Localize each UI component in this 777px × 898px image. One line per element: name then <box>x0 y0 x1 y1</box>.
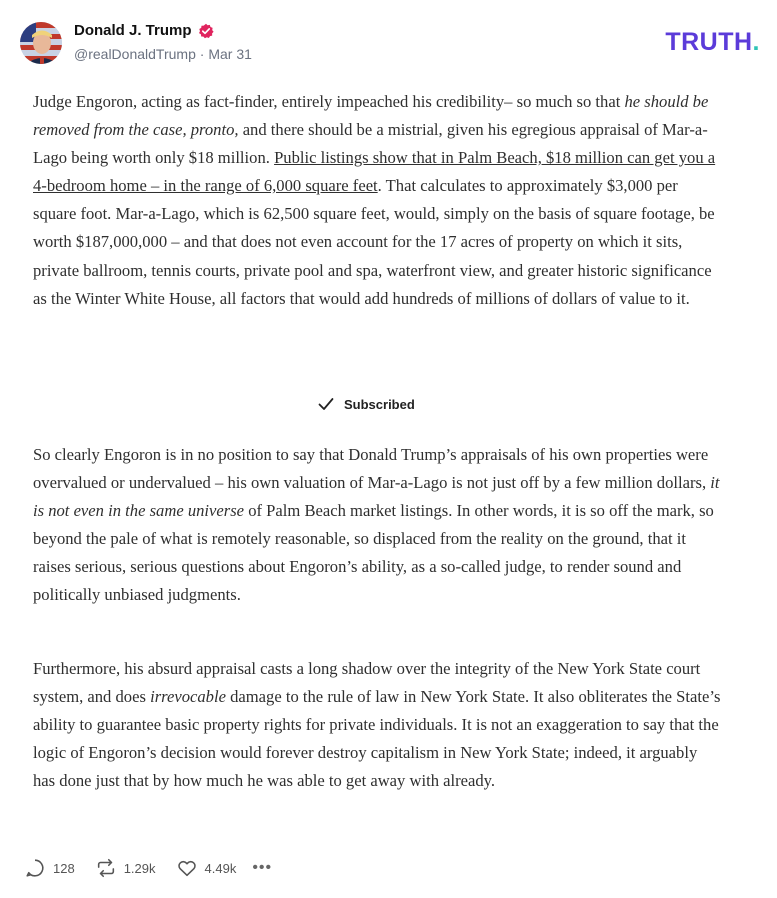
subscribed-button[interactable] <box>318 394 415 414</box>
heart-icon <box>176 857 198 879</box>
paragraph-2 <box>33 441 723 610</box>
p1-text-2: and there should be a mistrial, given his egregious appraisal of Mar-a-Lago being worth only $18 million. <box>33 120 708 168</box>
more-icon[interactable]: ••• <box>252 859 273 876</box>
logo-dot: . <box>752 28 760 56</box>
truth-logo[interactable] <box>665 28 760 57</box>
retruth-count: 1.29k <box>123 860 156 876</box>
check-icon <box>318 397 334 411</box>
like-count: 4.49k <box>204 860 237 876</box>
post-image-paragraph-1 <box>33 88 723 313</box>
p3-italic: irrevocable <box>150 687 226 707</box>
avatar[interactable] <box>20 22 62 64</box>
like-button[interactable] <box>176 857 237 879</box>
author-name[interactable]: Donald J. Trump <box>74 22 192 39</box>
p1-text-1: Judge Engoron, acting as fact-finder, entirely impeached his credibility– so much so that <box>33 92 625 111</box>
retruth-icon <box>95 857 117 879</box>
p2-italic: it is not even in the same universe <box>33 473 720 521</box>
avatar-image <box>20 22 62 64</box>
reply-count: 128 <box>53 860 75 876</box>
verified-badge-icon <box>198 23 214 39</box>
post-date[interactable]: Mar 31 <box>208 46 252 62</box>
p2-text-2: of Palm Beach market listings. In other words, it is so off the mark, so beyond the pale of what is remotely reasonable, so displaced from the reality on the ground, that it raises serious, serious questions about Engoron’s ability, as a so-called judge, to render sound and politically unbiased judgments. <box>33 501 714 605</box>
p1-italic: he should be removed from the case, pronto, <box>33 92 709 140</box>
subscribed-label: Subscribed <box>344 396 415 412</box>
action-bar <box>24 855 272 881</box>
reply-icon <box>24 857 46 879</box>
logo-text: TRUTH <box>665 28 753 56</box>
p3-text-1: Furthermore, his absurd appraisal casts a long shadow over the integrity of the New York State court system, and does <box>33 659 701 707</box>
meta-separator: · <box>199 46 205 62</box>
p2-text-1: So clearly Engoron is in no position to say that Donald Trump’s appraisals of his own properties were overvalued or undervalued – his own valuation of Mar-a-Lago is not just off by a few million dollars, <box>33 445 711 493</box>
post-header <box>20 20 760 66</box>
p1-text-3: . That calculates to approximately $3,000 per square foot. Mar-a-Lago, which is 62,500 square feet, would, simply on the basis of square footage, be worth $187,000,000 – and that does not even account for the 17 acres of property on which it sits, private ballroom, tennis courts, private pool and spa, waterfront view, and greater historic significance as the Winter White House, all factors that would add hundreds of millions of dollars of value to it. <box>33 176 715 308</box>
paragraph-3 <box>33 655 723 795</box>
reply-button[interactable] <box>24 857 75 879</box>
retruth-button[interactable] <box>95 857 156 879</box>
handle[interactable]: @realDonaldTrump <box>74 46 196 62</box>
paragraph-1 <box>33 88 723 313</box>
post-meta <box>74 46 252 62</box>
p1-underlined: Public listings show that in Palm Beach, $18 million can get you a 4-bedroom home – in the range of 6,000 square feet <box>33 148 716 196</box>
p3-text-2: damage to the rule of law in New York State. It also obliterates the State’s ability to guarantee basic property rights for private individuals. It is not an exaggeration to say that the logic of Engoron’s decision would forever destroy capitalism in New York State; indeed, it arguably has done just that by how much he was able to get away with already. <box>33 687 721 791</box>
